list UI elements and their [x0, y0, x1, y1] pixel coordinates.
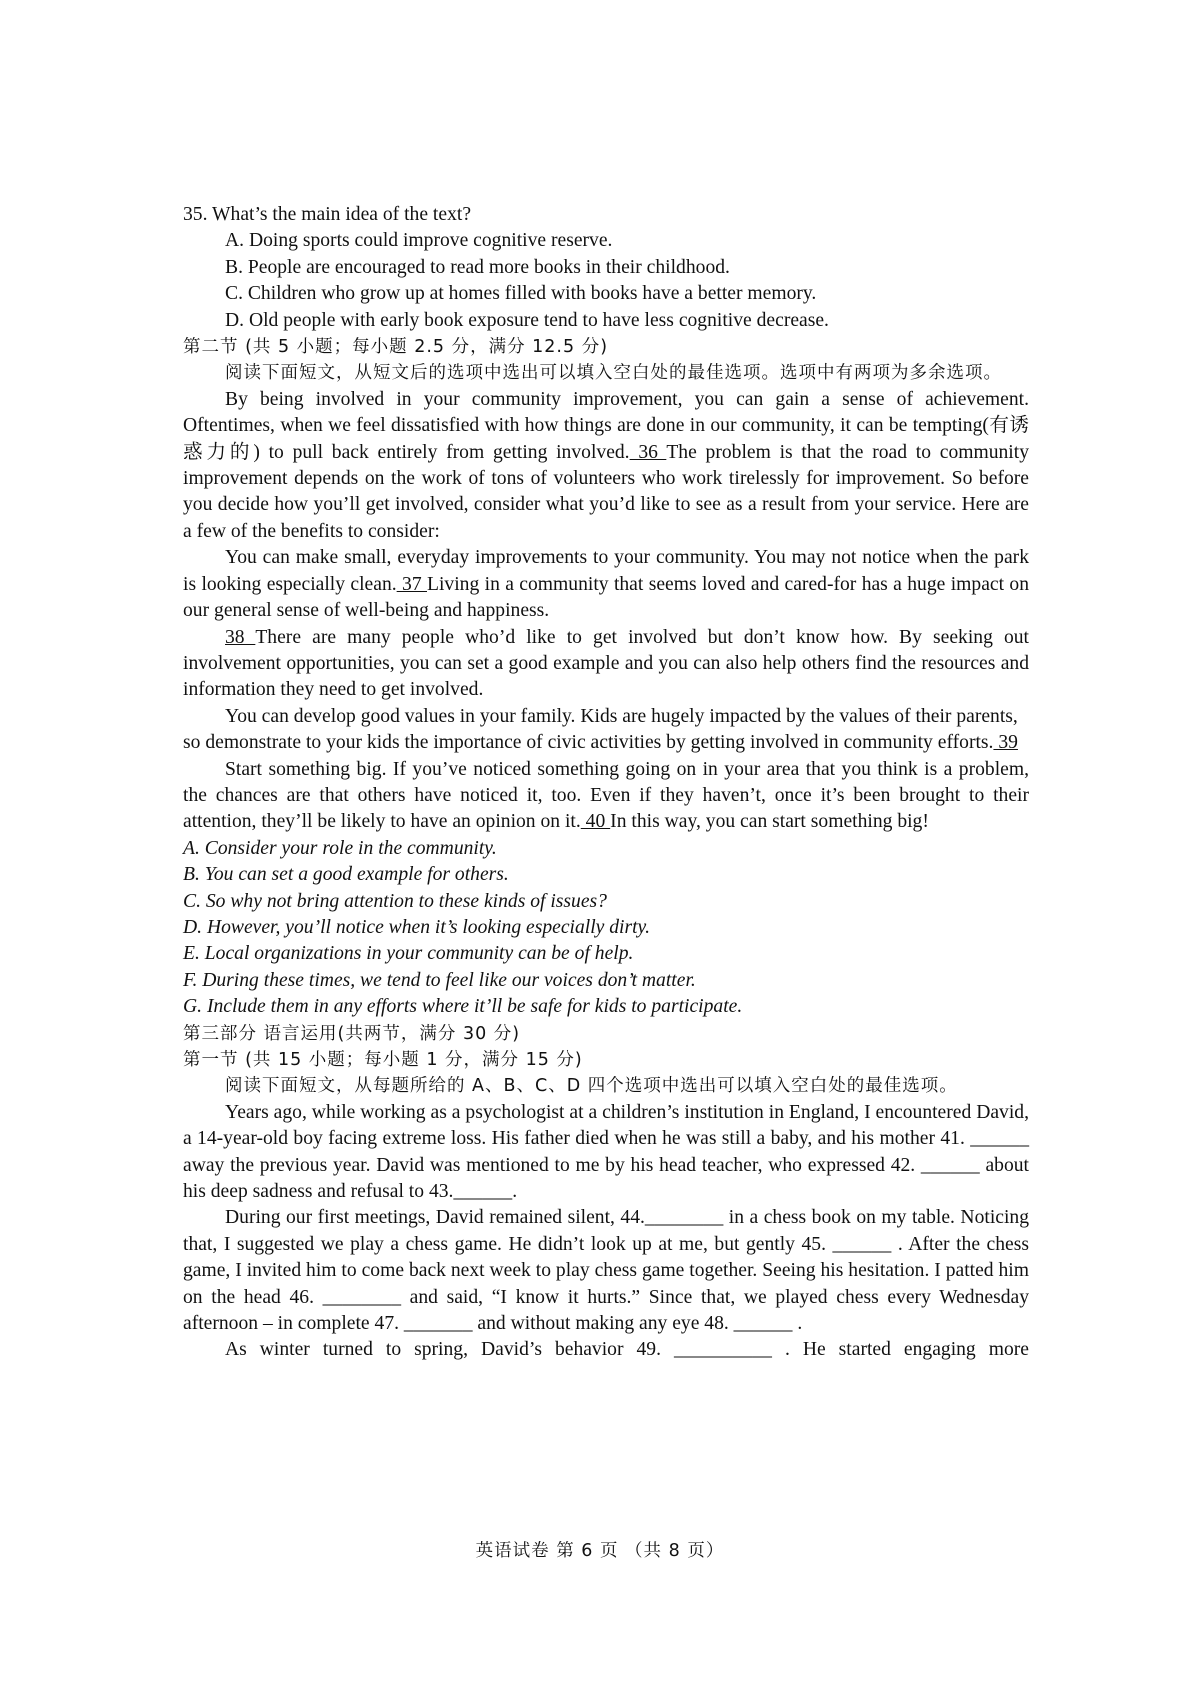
- passage-paragraph-1: [183, 387, 1029, 545]
- q35-option-d: D. Old people with early book exposure tend to have less cognitive decrease.: [225, 309, 829, 331]
- section-2-instruction: 阅读下面短文，从短文后的选项中选出可以填入空白处的最佳选项。选项中有两项为多余选项。: [225, 363, 1002, 384]
- blank-40: 40: [580, 811, 611, 833]
- passage-text: Living in a community that seems loved and cared-for has a huge impact on our general sense of well-being and happiness.: [183, 573, 1030, 622]
- q35-option-b: B. People are encouraged to read more books in their childhood.: [225, 256, 730, 278]
- passage-text: You can develop good values in your family. Kids are hugely impacted by the values of their parents, so demonstrate to your kids the importance of civic activities by getting involved in community efforts.: [183, 705, 1018, 754]
- blank-37: 37: [396, 573, 427, 595]
- exam-page: [183, 202, 1029, 1364]
- part-3-instruction: 阅读下面短文，从每题所给的 A、B、C、D 四个选项中选出可以填入空白处的最佳选项。: [225, 1076, 958, 1097]
- passage-paragraph-2: [183, 545, 1029, 624]
- passage-paragraph-3: [183, 625, 1029, 704]
- section-2-heading: 第二节 (共 5 小题；每小题 2.5 分，满分 12.5 分): [183, 337, 609, 358]
- passage-paragraph-4: [183, 704, 1029, 757]
- passage-text: Start something big. If you’ve noticed something going on in your area that you think is a problem, the chances are that others have noticed it, too. Even if they haven’t, once it’s been brought to their attention, they’ll be likely to have an opinion on it.: [183, 758, 1029, 833]
- page-footer: 英语试卷 第 6 页 （共 8 页）: [475, 1541, 725, 1561]
- part-3-heading: 第三部分 语言运用(共两节，满分 30 分): [183, 1023, 521, 1044]
- passage-text: There are many people who’d like to get involved but don’t know how. By seeking out involvement opportunities, you can set a good example and you can also help others find the resources and information they need to get involved.: [183, 626, 1029, 701]
- passage-text: The problem is that the road to community improvement depends on the work of tons of volunteers who work tirelessly for improvement. So before you decide how you’ll get involved, consider what you’d like to see as a result from your service. Here are a few of the benefits to consider:: [183, 441, 1029, 542]
- q35-option-a: A. Doing sports could improve cognitive reserve.: [225, 230, 613, 252]
- blank-36: 36: [629, 441, 667, 463]
- section-2-option-a: A. Consider your role in the community.: [183, 837, 497, 859]
- section-2-option-d: D. However, you’ll notice when it’s looking especially dirty.: [183, 916, 651, 938]
- section-2-option-b: B. You can set a good example for others.: [183, 864, 509, 886]
- section-2-option-c: C. So why not bring attention to these kinds of issues?: [183, 890, 607, 912]
- cloze-paragraph-3: As winter turned to spring, David’s behavior 49. __________ . He started engaging more: [225, 1339, 1029, 1361]
- section-2-option-f: F. During these times, we tend to feel like our voices don’t matter.: [183, 969, 696, 991]
- cloze-paragraph-1: Years ago, while working as a psychologist at a children’s institution in England, I encountered David, a 14-year-old boy facing extreme loss. His father died when he was still a baby, and his mother 41. ______ away the previous year. David was mentioned to me by his head teacher, who expressed 42. ______ about his deep sadness and refusal to 43.______.: [183, 1101, 1029, 1203]
- q35-option-c: C. Children who grow up at homes filled with books have a better memory.: [225, 283, 817, 305]
- part-3-subheading: 第一节 (共 15 小题；每小题 1 分，满分 15 分): [183, 1050, 583, 1070]
- blank-38: 38: [225, 626, 256, 648]
- section-2-option-g: G. Include them in any efforts where it’ll be safe for kids to participate.: [183, 996, 743, 1018]
- passage-text: You can make small, everyday improvements to your community. You may not notice when the park is looking especially clean.: [183, 547, 1029, 595]
- cloze-paragraph-2: During our first meetings, David remained silent, 44.________ in a chess book on my table. Noticing that, I suggested we play a chess game. He didn’t look up at me, but gently 45. ______ . After the chess game, I invited him to come back next week to play chess game together. Seeing his hesitation. I patted him on the head 46. ________ and said, “I know it hurts.” Since that, we played chess every Wednesday afternoon – in complete 47. _______ and without making any eye 48. ______ .: [183, 1207, 1029, 1335]
- passage-text: By being involved in your community improvement, you can gain a sense of achievement. Oftentimes, when we feel dissatisfied with how things are done in our community, it can be tempting(有诱惑力的) to pull back entirely from getting involved.: [183, 388, 1029, 463]
- passage-text: In this way, you can start something big!: [610, 811, 929, 833]
- passage-paragraph-5: [183, 757, 1029, 836]
- section-2-option-e: E. Local organizations in your community can be of help.: [183, 943, 634, 965]
- question-35-stem: 35. What’s the main idea of the text?: [183, 204, 472, 225]
- blank-39: 39: [993, 732, 1018, 754]
